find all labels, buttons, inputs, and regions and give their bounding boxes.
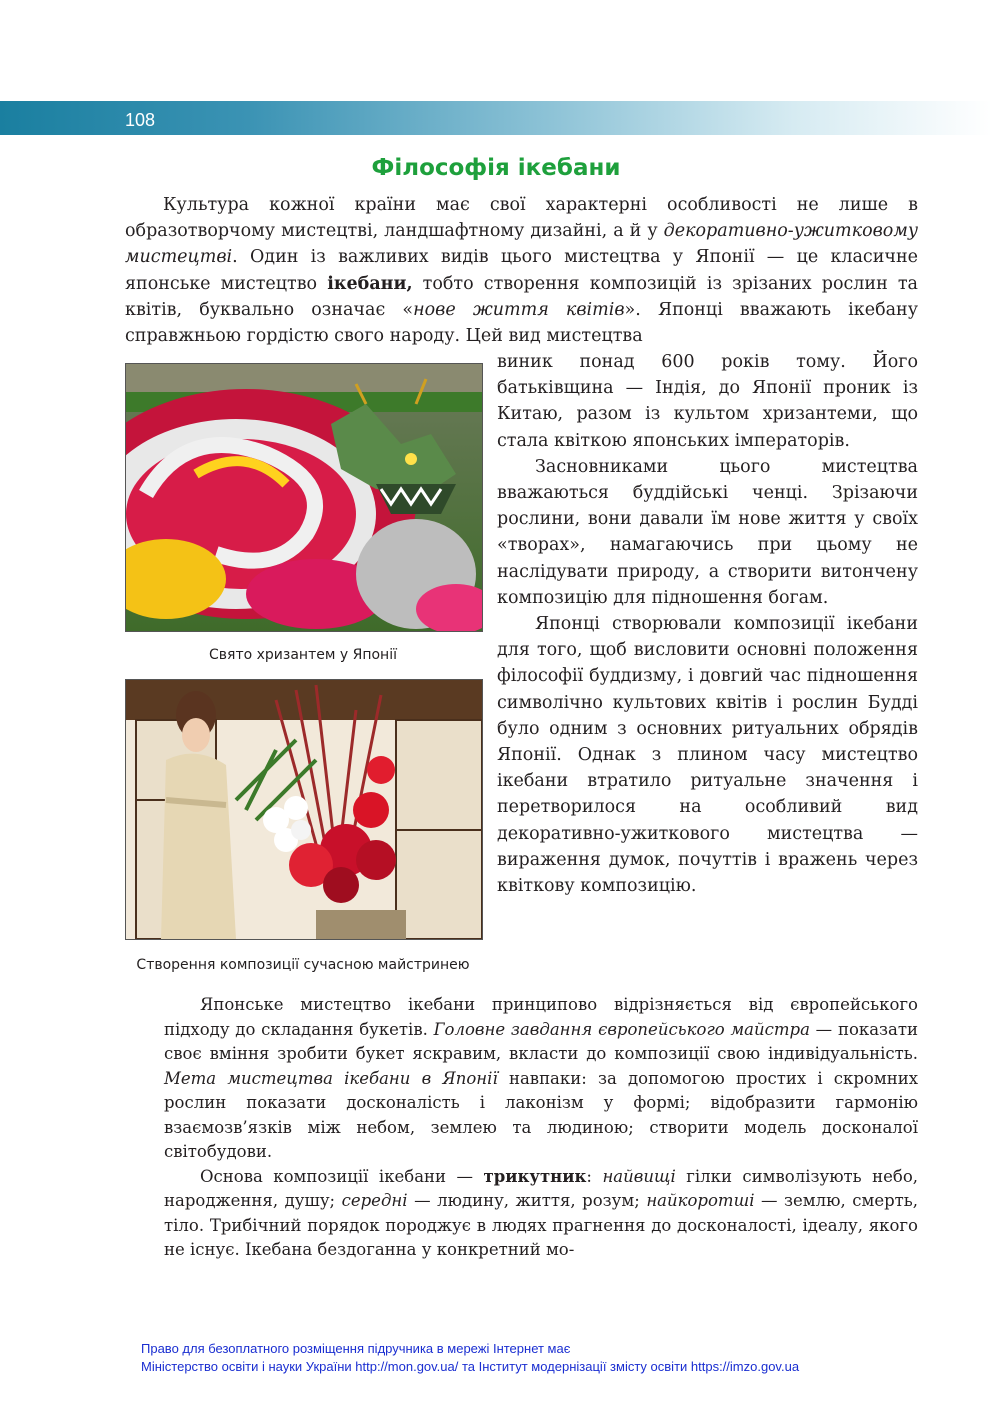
page-title: Філософія ікебани xyxy=(371,155,621,181)
right-column-text xyxy=(497,349,918,899)
paragraph xyxy=(164,993,918,1165)
footer-line: Право для безоплатного розміщення підручника в мережі Інтернет має xyxy=(141,1341,571,1356)
paragraph: Японці створювали композиції ікебани для того, щоб висловити основні положення філософії буддизму, і довгий час підношення символічно культових квітів і рослин Будді було одним з основних ритуальних обрядів Японії. Однак з плином часу мистецтво ікебани втратило ритуальне значення і перетворилося на особливий вид декоративно-ужиткового мистецтва — вираження думок, почуттів і вражень через квіткову композицію. xyxy=(497,614,918,897)
text-run: навпаки: за допомогою простих і скромних рослин показати досконалість і лаконізм у формі; відобразити гармонію взаємозв’язків між небом, землею та людиною; створити модель досконалої світобудови. xyxy=(164,1068,918,1161)
chrysanthemum-festival-photo xyxy=(125,363,483,632)
bold-term: ікебани, xyxy=(327,273,413,294)
text-run: ». Японці вважають ікебану справжньою гордістю свого народу. Цей вид мистецтва xyxy=(125,299,918,347)
text-run: . Один із важливих видів цього мистецтва у Японії — це класичне японське мистецтво xyxy=(125,247,918,294)
text-run: тобто створення композицій із зрізаних рослин та квітів, буквально означає « xyxy=(125,273,918,320)
text-run: Основа композиції ікебани — xyxy=(200,1166,484,1186)
paragraph xyxy=(164,1165,918,1263)
figure-caption: Створення композиції сучасною майстринею xyxy=(136,957,470,973)
emphasis-text: нове життя квітів xyxy=(413,299,625,320)
footer-link-line[interactable]: Міністерство освіти і науки України http://mon.gov.ua/ та Інститут модернізації змісту освіти https://imzo.gov.ua xyxy=(141,1359,800,1374)
text-run: гілки символізують небо, народження, душу; xyxy=(164,1166,919,1210)
emphasis-text: найкоротші xyxy=(646,1191,755,1210)
text-run: — людину, життя, розум; xyxy=(407,1191,647,1210)
figure-caption: Свято хризантем у Японії xyxy=(209,647,397,663)
bold-term: трикутник xyxy=(483,1166,587,1186)
intro-paragraph xyxy=(125,192,918,349)
emphasis-text: середні xyxy=(341,1191,408,1210)
paragraph: Засновниками цього мистецтва вважаються буддійські ченці. Зрізаючи рослини, вони давали їм нове життя у своїх «творах», намагаючись при цьому не наслідувати природу, а створити витончену композицію для підношення богам. xyxy=(497,456,918,608)
emphasis-text: декоративно-ужитковому мистецтві xyxy=(125,221,918,268)
text-run: — землю, смерть, тіло. Трибічний порядок породжує в людях прагнення до досконалості, ідеалу, якого не існує. Ікебана бездоганна у конкретний мо- xyxy=(164,1191,919,1259)
ikebana-master-photo xyxy=(125,679,483,940)
text-run: — показати своє вміння зробити букет яскравим, вкласти до композиції свою індивідуальність. xyxy=(164,1019,918,1063)
text-run: Японське мистецтво ікебани принципово відрізняється від європейського підходу до складання букетів. xyxy=(164,995,918,1039)
emphasis-text: Головне завдання європейського майстра xyxy=(433,1019,810,1039)
footer-notice xyxy=(141,1340,799,1376)
page-number: 108 xyxy=(125,110,156,130)
bottom-text xyxy=(164,993,918,1263)
emphasis-text: найвищі xyxy=(602,1166,676,1186)
paragraph: виник понад 600 років тому. Його батьківщина — Індія, до Японії проник із Китаю, разом із культом хризантеми, що стала квіткою японських імператорів. xyxy=(497,352,918,451)
text-run: : xyxy=(586,1166,603,1186)
text-run: Культура кожної країни має свої характерні особливості не лише в образотворчому мистецтві, ландшафтному дизайні, а й у xyxy=(125,195,918,242)
emphasis-text: Мета мистецтва ікебани в Японії xyxy=(164,1068,498,1088)
